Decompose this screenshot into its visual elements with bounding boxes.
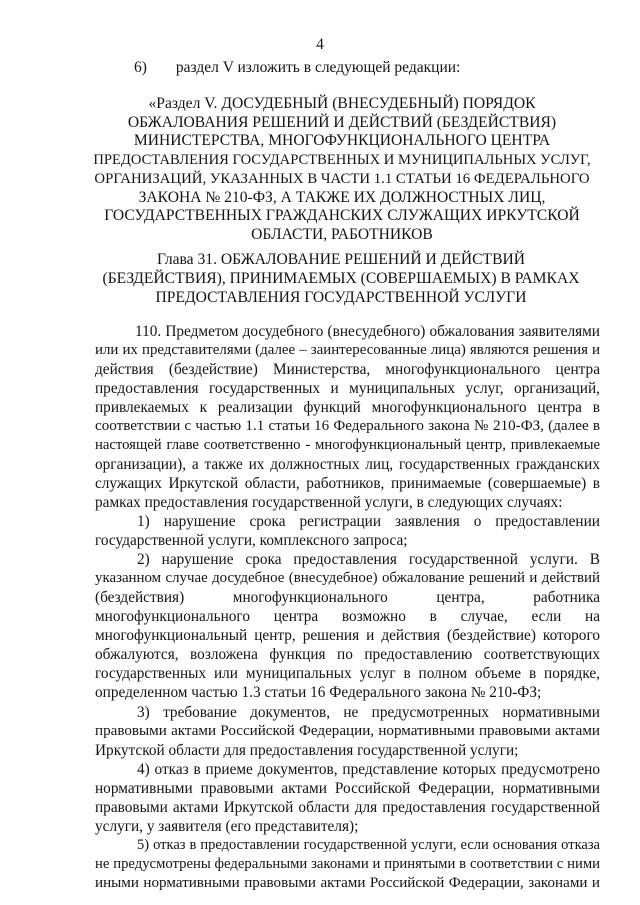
paragraph-line: (бездействия) многофункционального центра, работника: [95, 589, 600, 607]
paragraph-line: услуги, у заявителя (его представителя);: [95, 818, 359, 836]
paragraph-line: служащих Иркутской области, работников, принимаемые (совершаемые) в: [95, 475, 600, 493]
paragraph-line: нормативными правовыми актами Российской Федерации, нормативными: [95, 780, 600, 798]
chapter-title-line: ПРЕДОСТАВЛЕНИЯ ГОСУДАРСТВЕННОЙ УСЛУГИ: [155, 288, 527, 306]
section-title-line: ОБЛАСТИ, РАБОТНИКОВ: [251, 225, 433, 243]
section-title-line: ОБЖАЛОВАНИЯ РЕШЕНИЙ И ДЕЙСТВИЙ (БЕЗДЕЙСТВИЯ): [127, 113, 557, 131]
section-title-line: МИНИСТЕРСТВА, МНОГОФУНКЦИОНАЛЬНОГО ЦЕНТРА: [133, 132, 551, 150]
paragraph-line: определенном частью 1.3 статьи 16 Федерального закона № 210-ФЗ;: [95, 684, 542, 702]
list-item-4: [95, 760, 600, 836]
section-title-line: ОРГАНИЗАЦИЙ, УКАЗАННЫХ В ЧАСТИ 1.1 СТАТЬИ 16 ФЕДЕРАЛЬНОГО: [94, 170, 590, 187]
paragraph-line: 1) нарушение срока регистрации заявления о предоставлении: [137, 513, 600, 530]
list-item-2: [95, 550, 600, 702]
paragraph-110: [95, 322, 600, 512]
paragraph-line: организации), а также их должностных лиц, государственных гражданских: [95, 456, 600, 474]
paragraph-line: Иркутской области для предоставления государственной услуги;: [95, 742, 519, 760]
paragraph-line: 5) отказ в предоставлении государственной услуги, если основания отказа: [137, 837, 600, 853]
paragraph-line: обжалуются, возложена функция по предоставлению соответствующих: [95, 646, 600, 664]
section-title-line: ПРЕДОСТАВЛЕНИЯ ГОСУДАРСТВЕННЫХ И МУНИЦИПАЛЬНЫХ УСЛУГ,: [93, 152, 591, 169]
list-item-3: [95, 703, 600, 760]
paragraph-line: не предусмотрены федеральными законами и принятыми в соответствии с ними: [95, 856, 600, 873]
paragraph-line: 110. Предметом досудебного (внесудебного) обжалования заявителями: [135, 323, 600, 340]
paragraph-line: действия (бездействие) Министерства, многофункционального центра: [95, 361, 600, 379]
paragraph-line: государственной услуги, комплексного запроса;: [95, 532, 408, 550]
paragraph-line: государственных или муниципальных услуг в полном объеме в порядке,: [95, 665, 600, 683]
paragraph-line: 4) отказ в приеме документов, представление которых предусмотрено: [137, 761, 600, 778]
chapter-title: [96, 251, 586, 307]
list-item-number: 6): [134, 59, 147, 76]
section-title-line: ЗАКОНА № 210-ФЗ, А ТАКЖЕ ИХ ДОЛЖНОСТНЫХ ЛИЦ,: [138, 188, 546, 206]
list-item-text: раздел V изложить в следующей редакции:: [175, 59, 461, 76]
paragraph-line: указанном случае досудебное (внесудебное) обжалование решений и действий: [95, 570, 600, 587]
paragraph-line: соответствии с частью 1.1 статьи 16 Федерального закона № 210-ФЗ, (далее в: [95, 418, 600, 435]
paragraph-line: привлекаемых к реализации функций многофункционального центра в: [95, 399, 600, 417]
paragraph-line: настоящей главе соответственно - многофункциональный центр, привлекаемые: [95, 437, 600, 454]
paragraph-line: многофункциональный центр, решения и действия (бездействие) которого: [95, 627, 600, 645]
paragraph-line: 2) нарушение срока предоставления государственной услуги. В: [137, 551, 600, 568]
paragraph-line: правовыми актами Российской Федерации, нормативными правовыми актами: [95, 723, 600, 740]
page-number: 4: [316, 36, 324, 53]
paragraph-line: 3) требование документов, не предусмотренных нормативными: [137, 704, 600, 721]
paragraph-line: правовыми актами Иркутской области для предоставления государственной: [95, 799, 600, 817]
paragraph-line: иными нормативными правовыми актами Российской Федерации, законами и: [95, 875, 600, 892]
paragraph-line: предоставления государственных и муниципальных услуг, организаций,: [95, 380, 600, 398]
chapter-title-line: (БЕЗДЕЙСТВИЯ), ПРИНИМАЕМЫХ (СОВЕРШАЕМЫХ) В РАМКАХ: [102, 269, 580, 287]
paragraph-line: многофункционального центра возможно в случае, если на: [95, 608, 600, 626]
section-title: [92, 95, 592, 245]
paragraph-line: или их представителями (далее – заинтересованные лица) являются решения и: [95, 342, 600, 359]
list-item-5: [95, 836, 600, 893]
chapter-title-line: Глава 31. ОБЖАЛОВАНИЕ РЕШЕНИЙ И ДЕЙСТВИЙ: [156, 251, 525, 268]
list-item-6: [134, 59, 460, 77]
list-item-1: [95, 512, 600, 550]
section-title-line: ГОСУДАРСТВЕННЫХ ГРАЖДАНСКИХ СЛУЖАЩИХ ИРКУТСКОЙ: [104, 207, 580, 225]
section-title-line: «Раздел V. ДОСУДЕБНЫЙ (ВНЕСУДЕБНЫЙ) ПОРЯДОК: [148, 95, 536, 112]
paragraph-line: рамках предоставления государственной услуги, в следующих случаях:: [95, 494, 563, 512]
